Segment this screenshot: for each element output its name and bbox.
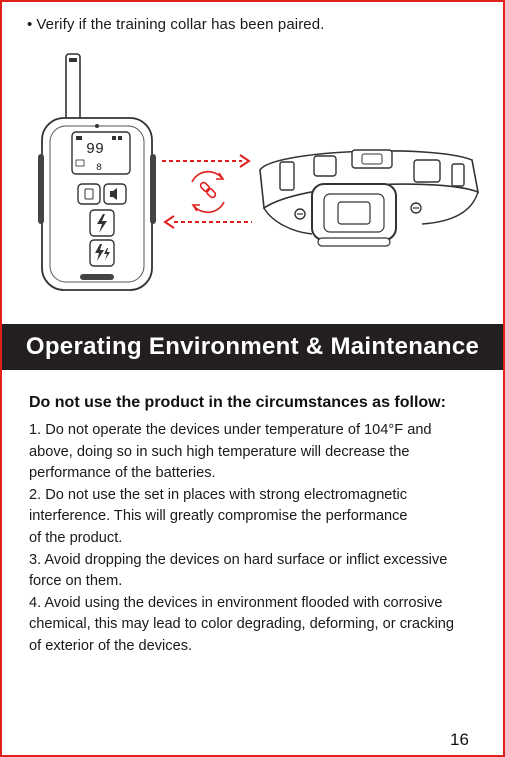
- remote-antenna: [66, 54, 80, 124]
- arrow-left-icon: [165, 216, 174, 228]
- paragraph-line: 1. Do not operate the devices under temperature of 104°F and: [29, 422, 432, 438]
- page-number: 16: [450, 730, 469, 749]
- paragraph-line: interference. This will greatly compromise the performance: [29, 508, 408, 525]
- paragraph-line: above, doing so in such high temperature will decrease the: [29, 443, 410, 460]
- paragraph-line: 4. Avoid using the devices in environment flooded with corrosive: [29, 594, 443, 611]
- paragraph-line: force on them.: [29, 573, 123, 590]
- training-collar: [260, 150, 478, 246]
- paragraph-line: of the product.: [29, 529, 123, 546]
- pairing-instruction: [27, 16, 324, 33]
- paragraph-line: chemical, this may lead to color degrading, deforming, or cracking: [29, 616, 455, 633]
- vibrate-button[interactable]: [78, 184, 100, 204]
- paragraph-line: 3. Avoid dropping the devices on hard surface or inflict excessive: [29, 551, 448, 568]
- pairing-instruction-text: Verify if the training collar has been paired.: [36, 16, 325, 33]
- paragraph-line: 2. Do not use the set in places with strong electromagnetic: [29, 486, 408, 503]
- paragraph-line: performance of the batteries.: [29, 465, 216, 482]
- remote-screen-main-digits: 99: [86, 141, 105, 158]
- remote-screen-small-digits: 8: [96, 163, 103, 174]
- circumstances-heading: Do not use the product in the circumstances as follow:: [29, 394, 446, 411]
- section-title-banner: Operating Environment & Maintenance: [2, 324, 503, 370]
- remote-transmitter: [38, 54, 156, 290]
- paragraph-line: of exterior of the devices.: [29, 637, 193, 654]
- bullet: •: [27, 16, 33, 33]
- pairing-illustration: [2, 42, 503, 302]
- sync-link-icon: [192, 172, 224, 213]
- precautions-list: [29, 420, 499, 658]
